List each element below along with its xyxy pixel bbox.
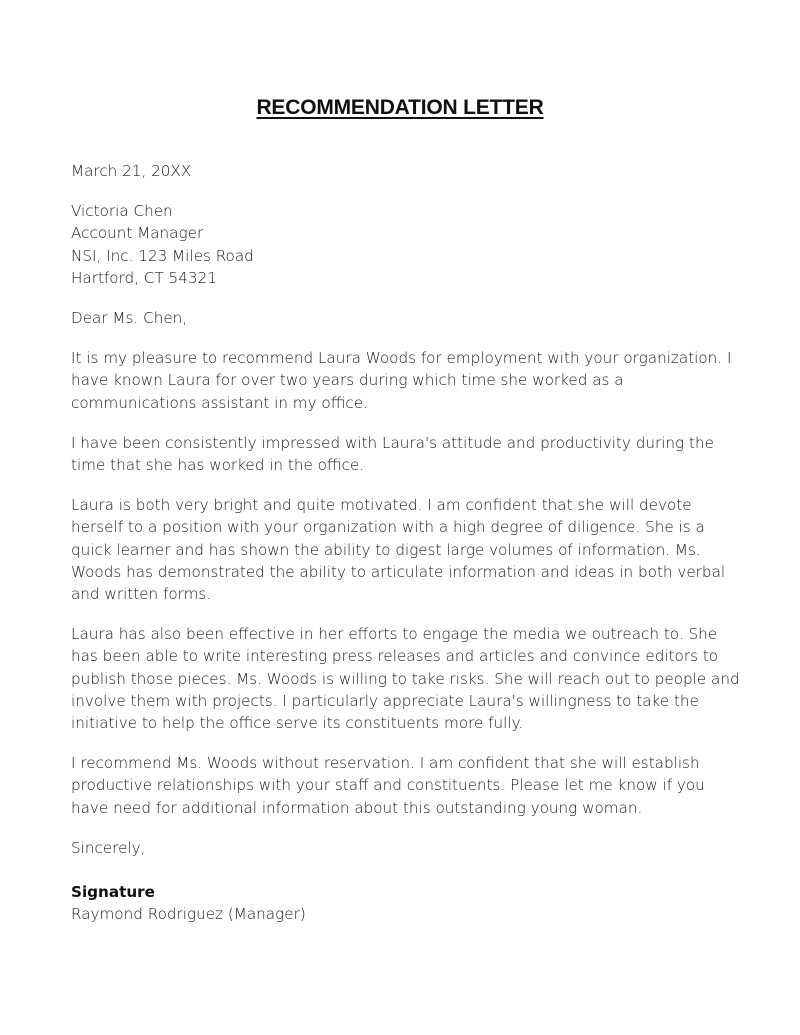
paragraph-line: have known Laura for over two years during which time she worked as a — [71, 371, 624, 390]
paragraph-line: Laura has also been effective in her efforts to engage the media we outreach to. She — [71, 625, 718, 644]
recipient-address — [71, 200, 733, 289]
recipient-name: Victoria Chen — [71, 202, 173, 221]
paragraph-2 — [71, 432, 733, 476]
paragraph-4 — [71, 623, 740, 734]
paragraph-line: has been able to write interesting press releases and articles and convince editors to — [71, 647, 719, 666]
paragraph-line: time that she has worked in the office. — [71, 456, 365, 475]
paragraph-5 — [71, 752, 733, 819]
paragraph-line: communications assistant in my office. — [71, 393, 368, 412]
paragraph-line: It is my pleasure to recommend Laura Woods for employment with your organization. I — [71, 349, 732, 368]
paragraph-line: have need for additional information about this outstanding young woman. — [71, 798, 643, 817]
letter-date: March 21, 20XX — [71, 162, 192, 180]
paragraph-line: quick learner and has shown the ability to digest large volumes of information. Ms. — [71, 540, 701, 559]
paragraph-line: publish those pieces. Ms. Woods is willing to take risks. She will reach out to people and — [71, 669, 740, 688]
paragraph-line: productive relationships with your staff and constituents. Please let me know if you — [71, 776, 705, 795]
closing: Sincerely, — [71, 838, 146, 857]
paragraph-line: herself to a position with your organization with a high degree of diligence. She is a — [71, 518, 705, 537]
paragraph-1 — [71, 347, 733, 414]
paragraph-line: and written forms. — [71, 585, 212, 604]
recipient-address-line: NSI, Inc. 123 Miles Road — [71, 246, 254, 265]
signer-name: Raymond Rodriguez (Manager) — [71, 905, 306, 924]
paragraph-line: I recommend Ms. Woods without reservation. I am confident that she will establish — [71, 754, 700, 773]
paragraph-line: I have been consistently impressed with Laura's attitude and productivity during the — [71, 433, 714, 452]
paragraph-line: Woods has demonstrated the ability to articulate information and ideas in both verbal — [71, 562, 726, 581]
signature-label: Signature — [71, 883, 155, 902]
recipient-city-line: Hartford, CT 54321 — [71, 268, 217, 287]
paragraph-line: Laura is both very bright and quite motivated. I am confident that she will devote — [71, 496, 692, 515]
letter-title: RECOMMENDATION LETTER — [256, 96, 544, 119]
letter-body — [71, 160, 740, 925]
recipient-position: Account Manager — [71, 224, 204, 243]
paragraph-line: initiative to help the office serve its constituents more fully. — [71, 714, 524, 733]
paragraph-3 — [71, 494, 733, 605]
paragraph-line: involve them with projects. I particularly appreciate Laura's willingness to take the — [71, 691, 699, 710]
salutation: Dear Ms. Chen, — [71, 309, 188, 328]
